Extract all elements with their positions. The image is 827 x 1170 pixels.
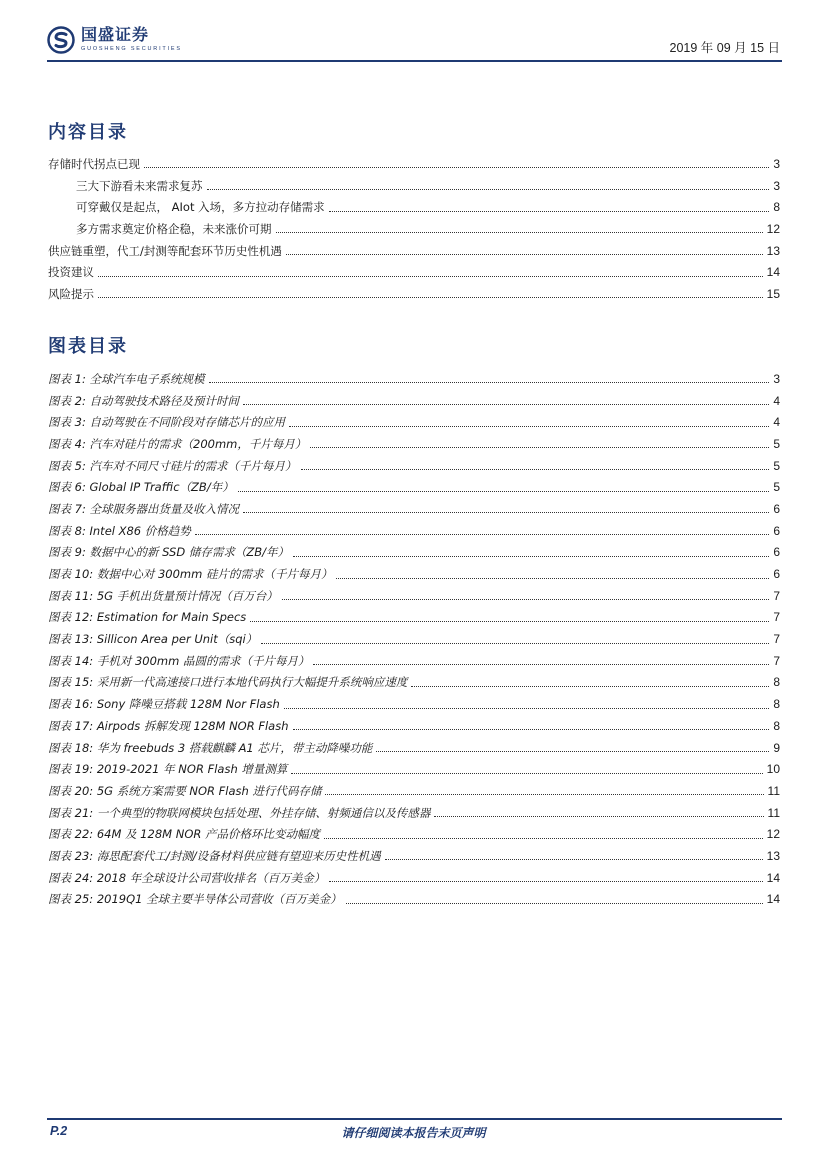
- dot-leader: [376, 751, 769, 752]
- logo-chinese-name: 国盛证券: [81, 25, 150, 44]
- figure-entry[interactable]: [48, 845, 780, 867]
- dot-leader: [324, 838, 763, 839]
- contents-entry[interactable]: [48, 175, 780, 197]
- entry-label: 图表 22: 64M 及 128M NOR 产品价格环比变动幅度: [48, 827, 321, 842]
- figure-entry[interactable]: [48, 390, 780, 412]
- dot-leader: [98, 276, 763, 277]
- entry-page-number: 8: [773, 200, 780, 215]
- entry-page-number: 7: [773, 632, 780, 647]
- entry-label: 图表 8: Intel X86 价格趋势: [48, 523, 191, 538]
- entry-page-number: 3: [773, 371, 780, 386]
- dot-leader: [313, 664, 769, 665]
- dot-leader: [289, 426, 769, 427]
- entry-page-number: 7: [773, 610, 780, 625]
- dot-leader: [325, 794, 763, 795]
- guosheng-logo-icon: [47, 26, 75, 54]
- figure-entry[interactable]: [48, 563, 780, 585]
- figure-entry[interactable]: [48, 476, 780, 498]
- entry-page-number: 4: [773, 393, 780, 408]
- entry-label: 图表 7: 全球服务器出货量及收入情况: [48, 501, 240, 516]
- entry-page-number: 6: [773, 545, 780, 560]
- figure-entry[interactable]: [48, 455, 780, 477]
- entry-label: 图表 6: Global IP Traffic（ZB/年）: [48, 480, 234, 495]
- contents-list: [48, 153, 780, 305]
- entry-label: 图表 25: 2019Q1 全球主要半导体公司营收（百万美金）: [48, 892, 342, 907]
- entry-page-number: 8: [773, 697, 780, 712]
- disclaimer-note: 请仔细阅读本报告末页声明: [341, 1126, 486, 1140]
- contents-title: 内容目录: [48, 122, 128, 143]
- entry-label: 多方需求奠定价格企稳，未来涨价可期: [76, 221, 272, 236]
- figure-entry[interactable]: [48, 650, 780, 672]
- figure-entry[interactable]: [48, 802, 780, 824]
- entry-label: 投资建议: [48, 265, 94, 280]
- dot-leader: [310, 447, 769, 448]
- entry-page-number: 7: [773, 653, 780, 668]
- entry-label: 图表 24: 2018 年全球设计公司营收排名（百万美金）: [48, 870, 326, 885]
- figure-entry[interactable]: [48, 758, 780, 780]
- entry-page-number: 5: [773, 458, 780, 473]
- figure-entry[interactable]: [48, 411, 780, 433]
- figure-entry[interactable]: [48, 693, 780, 715]
- dot-leader: [336, 578, 769, 579]
- entry-label: 图表 10: 数据中心对 300mm 硅片的需求（千片每月）: [48, 567, 333, 582]
- entry-label: 供应链重塑，代工/封测等配套环节历史性机遇: [48, 243, 282, 258]
- figure-entry[interactable]: [48, 737, 780, 759]
- contents-entry[interactable]: [48, 283, 780, 305]
- dot-leader: [284, 708, 770, 709]
- figure-entry[interactable]: [48, 715, 780, 737]
- figures-list: [48, 368, 780, 910]
- dot-leader: [301, 469, 770, 470]
- contents-entry[interactable]: [48, 240, 780, 262]
- dot-leader: [434, 816, 763, 817]
- entry-label: 图表 16: Sony 降噪豆搭载 128M Nor Flash: [48, 697, 280, 712]
- dot-leader: [144, 167, 769, 168]
- entry-page-number: 12: [766, 221, 780, 236]
- entry-page-number: 3: [773, 178, 780, 193]
- entry-page-number: 13: [766, 243, 780, 258]
- figure-entry[interactable]: [48, 867, 780, 889]
- figures-title: 图表目录: [48, 336, 128, 357]
- figure-entry[interactable]: [48, 368, 780, 390]
- entry-page-number: 5: [773, 480, 780, 495]
- entry-label: 图表 17: Airpods 拆解发现 128M NOR Flash: [48, 718, 289, 733]
- page-number: P.2: [50, 1124, 68, 1138]
- entry-label: 图表 13: Sillicon Area per Unit（sqi）: [48, 632, 258, 647]
- figure-entry[interactable]: [48, 498, 780, 520]
- entry-label: 图表 11: 5G 手机出货量预计情况（百万台）: [48, 588, 278, 603]
- dot-leader: [411, 686, 769, 687]
- entry-page-number: 3: [773, 156, 780, 171]
- entry-label: 图表 1: 全球汽车电子系统规模: [48, 371, 205, 386]
- entry-label: 风险提示: [48, 286, 94, 301]
- dot-leader: [329, 881, 762, 882]
- entry-label: 图表 21: 一个典型的物联网模块包括处理、外挂存储、射频通信以及传感器: [48, 805, 431, 820]
- entry-page-number: 6: [773, 523, 780, 538]
- figure-entry[interactable]: [48, 823, 780, 845]
- entry-page-number: 6: [773, 501, 780, 516]
- entry-page-number: 15: [766, 286, 780, 301]
- dot-leader: [282, 599, 770, 600]
- dot-leader: [238, 491, 770, 492]
- entry-label: 图表 5: 汽车对不同尺寸硅片的需求（千片每月）: [48, 458, 297, 473]
- entry-label: 图表 4: 汽车对硅片的需求（200mm，千片每月）: [48, 436, 307, 451]
- entry-page-number: 13: [766, 848, 780, 863]
- logo-english-name: GUOSHENG SECURITIES: [81, 46, 182, 52]
- entry-page-number: 8: [773, 718, 780, 733]
- dot-leader: [329, 211, 770, 212]
- dot-leader: [385, 859, 763, 860]
- entry-label: 图表 20: 5G 系统方案需要 NOR Flash 进行代码存储: [48, 783, 322, 798]
- figure-entry[interactable]: [48, 585, 780, 607]
- contents-entry[interactable]: [48, 261, 780, 283]
- contents-entry[interactable]: [48, 196, 780, 218]
- contents-entry[interactable]: [48, 218, 780, 240]
- dot-leader: [291, 773, 762, 774]
- entry-label: 图表 18: 华为 freebuds 3 搭载麒麟 A1 芯片，带主动降噪功能: [48, 740, 373, 755]
- entry-label: 图表 9: 数据中心的新 SSD 储存需求（ZB/年）: [48, 545, 289, 560]
- figure-entry[interactable]: [48, 780, 780, 802]
- entry-page-number: 14: [766, 892, 780, 907]
- dot-leader: [195, 534, 770, 535]
- entry-page-number: 7: [773, 588, 780, 603]
- figure-entry[interactable]: [48, 607, 780, 629]
- page-header: [47, 24, 782, 60]
- dot-leader: [293, 556, 769, 557]
- dot-leader: [243, 512, 769, 513]
- entry-page-number: 11: [767, 783, 780, 798]
- entry-page-number: 9: [773, 740, 780, 755]
- figure-entry[interactable]: [48, 889, 780, 911]
- dot-leader: [276, 232, 763, 233]
- entry-page-number: 11: [767, 805, 780, 820]
- entry-page-number: 14: [766, 870, 780, 885]
- entry-label: 三大下游看未来需求复苏: [76, 178, 203, 193]
- contents-entry[interactable]: [48, 153, 780, 175]
- figure-entry[interactable]: [48, 433, 780, 455]
- report-date: 2019 年 09 月 15 日: [669, 41, 780, 55]
- entry-page-number: 10: [766, 762, 780, 777]
- entry-page-number: 5: [773, 436, 780, 451]
- company-logo: [47, 26, 182, 60]
- entry-page-number: 14: [766, 265, 780, 280]
- entry-label: 图表 12: Estimation for Main Specs: [48, 610, 247, 625]
- entry-label: 图表 23: 海思配套代工/封测/设备材料供应链有望迎来历史性机遇: [48, 848, 381, 863]
- dot-leader: [207, 189, 770, 190]
- footer-divider: [47, 1118, 782, 1120]
- entry-label: 图表 19: 2019-2021 年 NOR Flash 增量测算: [48, 762, 288, 777]
- figure-entry[interactable]: [48, 520, 780, 542]
- dot-leader: [286, 254, 763, 255]
- dot-leader: [261, 643, 769, 644]
- entry-label: 存储时代拐点已现: [48, 156, 140, 171]
- entry-label: 可穿戴仅是起点， AIot 入场，多方拉动存储需求: [76, 200, 325, 215]
- entry-page-number: 12: [766, 827, 780, 842]
- dot-leader: [98, 297, 763, 298]
- entry-label: 图表 14: 手机对 300mm 晶圆的需求（千片每月）: [48, 653, 310, 668]
- entry-label: 图表 15: 采用新一代高速接口进行本地代码执行大幅提升系统响应速度: [48, 675, 408, 690]
- entry-label: 图表 2: 自动驾驶技术路径及预计时间: [48, 393, 240, 408]
- figure-entry[interactable]: [48, 628, 780, 650]
- entry-page-number: 8: [773, 675, 780, 690]
- entry-page-number: 6: [773, 567, 780, 582]
- dot-leader: [346, 903, 763, 904]
- dot-leader: [293, 729, 770, 730]
- figure-entry[interactable]: [48, 542, 780, 564]
- dot-leader: [209, 382, 770, 383]
- dot-leader: [250, 621, 769, 622]
- dot-leader: [243, 404, 769, 405]
- entry-label: 图表 3: 自动驾驶在不同阶段对存储芯片的应用: [48, 415, 285, 430]
- header-divider: [47, 60, 782, 62]
- figure-entry[interactable]: [48, 672, 780, 694]
- entry-page-number: 4: [773, 415, 780, 430]
